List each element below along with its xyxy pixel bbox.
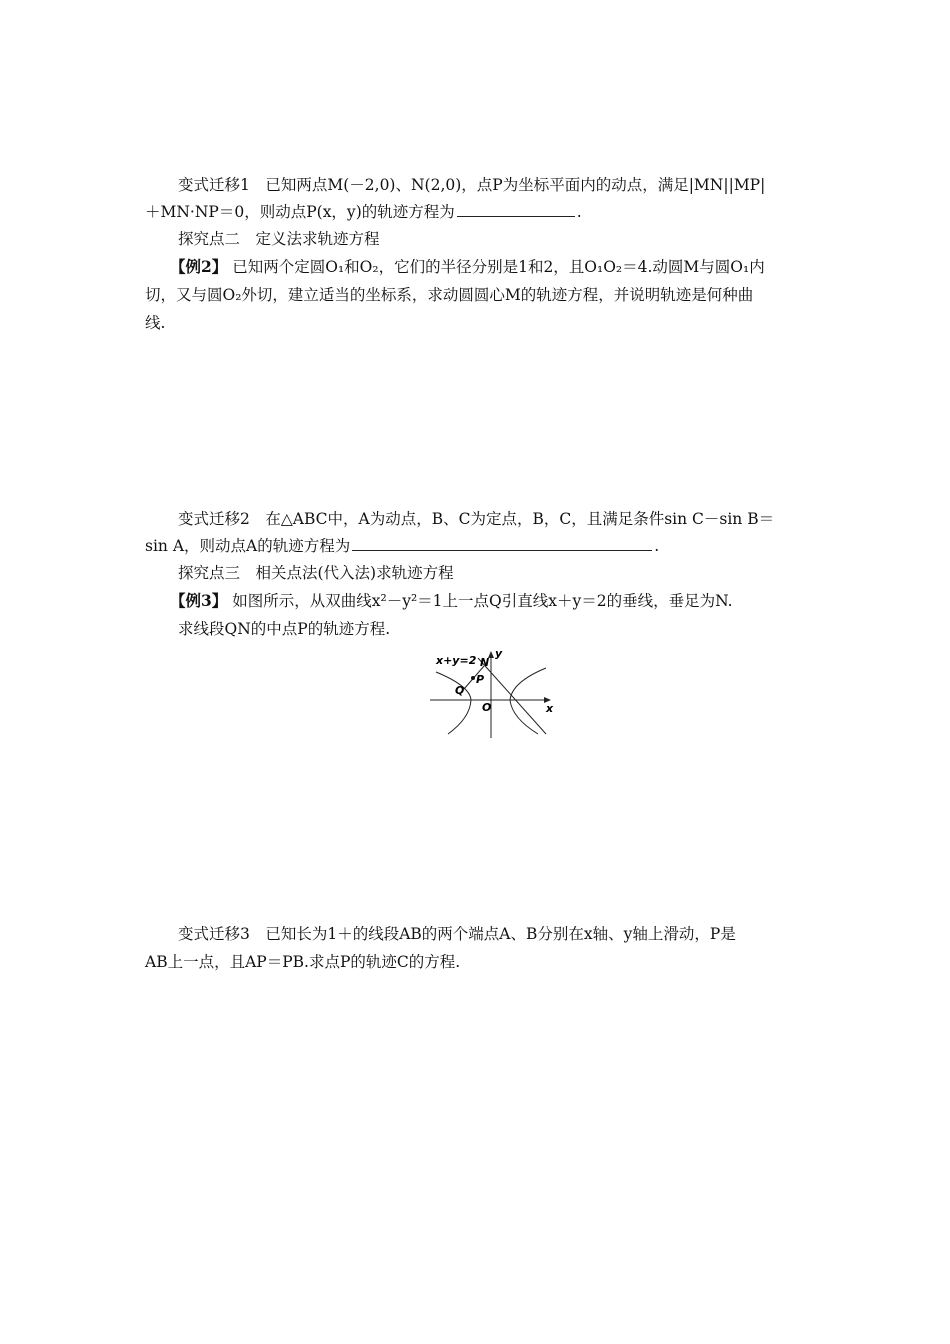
variant1-line2-end: .	[576, 203, 582, 221]
label-x-axis: x	[546, 702, 554, 715]
variant2-line2	[145, 535, 825, 557]
variant2-line2-end: .	[654, 537, 660, 555]
line-x-plus-y-2	[478, 658, 546, 734]
variant3-line1: 变式迁移3 已知长为1＋的线段AB的两个端点A、B分别在x轴、y轴上滑动，P是	[178, 925, 736, 943]
label-y-axis: y	[495, 648, 503, 660]
example2-line1-text: 已知两个定圆O₁和O₂，它们的半径分别是1和2，且O₁O₂＝4.动圆M与圆O₁内	[232, 258, 765, 276]
hyperbola-diagram	[428, 648, 558, 740]
example3-label: 【例3】	[170, 591, 228, 610]
example3-line1-text: 如图所示，从双曲线x²－y²＝1上一点Q引直线x＋y＝2的垂线，垂足为N.	[232, 592, 733, 610]
label-point-p: P	[476, 673, 485, 686]
variant2-line2-text: sin A，则动点A的轨迹方程为	[145, 537, 351, 555]
section2-title: 探究点二 定义法求轨迹方程	[178, 230, 380, 248]
right-hyperbola-branch	[510, 668, 546, 734]
answer-blank-1[interactable]	[457, 202, 575, 217]
example2-line1	[170, 256, 850, 278]
example2-line3: 线.	[145, 314, 166, 332]
answer-blank-2[interactable]	[352, 536, 652, 551]
variant1-line2	[145, 201, 825, 223]
hyperbola-figure	[428, 648, 558, 740]
example2-line2: 切，又与圆O₂外切，建立适当的坐标系，求动圆圆心M的轨迹方程，并说明轨迹是何种曲	[145, 286, 754, 304]
variant2-line1: 变式迁移2 在△ABC中，A为动点，B、C为定点，B，C，且满足条件sin C－sin B＝	[178, 510, 775, 528]
left-hyperbola-branch	[436, 672, 471, 734]
label-line-equation: x+y=2	[436, 654, 477, 667]
label-point-q: Q	[455, 684, 465, 697]
point-p-dot	[471, 676, 475, 680]
variant3-line2: AB上一点，且AP＝PB.求点P的轨迹C的方程.	[145, 953, 461, 971]
example3-line1	[170, 590, 850, 612]
label-origin: O	[482, 701, 492, 714]
example2-label: 【例2】	[170, 257, 228, 276]
label-point-n: N	[480, 656, 490, 669]
example3-line2: 求线段QN的中点P的轨迹方程.	[178, 620, 391, 638]
variant1-line2-text: ＋MN·NP＝0，则动点P(x，y)的轨迹方程为	[145, 203, 455, 221]
variant1-line1: 变式迁移1 已知两点M(－2,0)、N(2,0)，点P为坐标平面内的动点，满足|MN||MP|	[178, 176, 766, 194]
section3-title: 探究点三 相关点法(代入法)求轨迹方程	[178, 564, 454, 582]
